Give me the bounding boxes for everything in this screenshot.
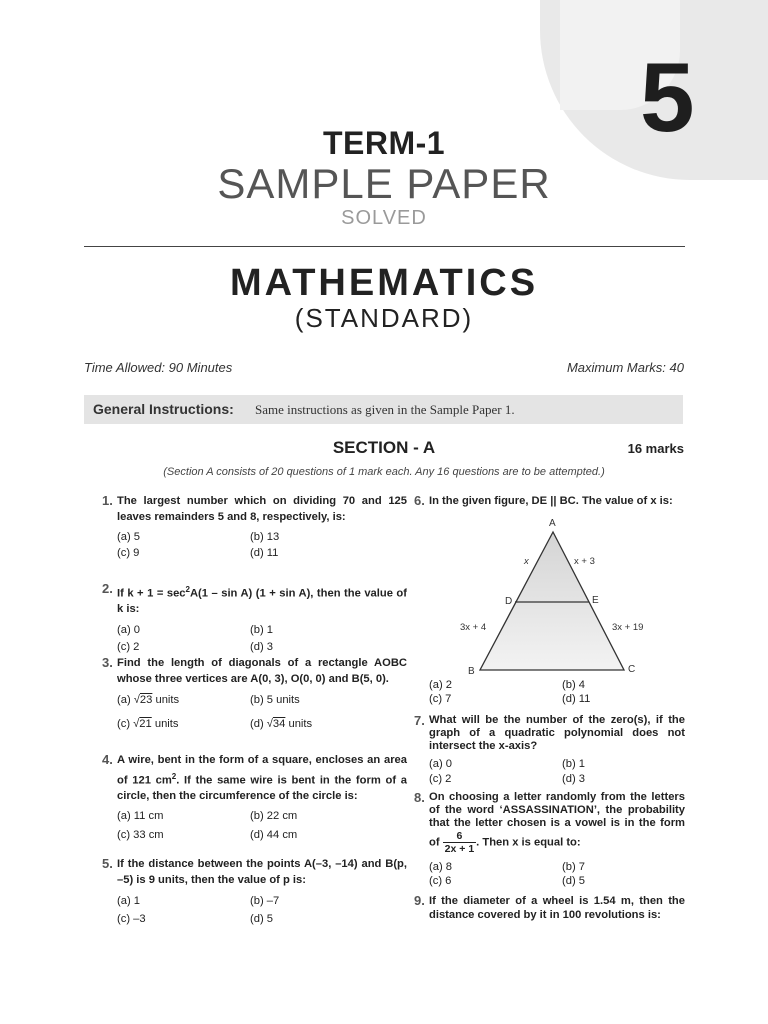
option-a: (a) 0 [429,758,453,770]
option-a: (a) √23 units [117,694,180,706]
paper-number: 5 [640,42,695,152]
question-text: What will be the number of the zero(s), if the graph of a quadratic polynomial does not intersect the x-axis? [429,714,685,752]
label-a: A [549,518,556,529]
option-b: (b) 22 cm [250,810,298,823]
question-9 [414,893,685,922]
label-d: D [505,596,513,607]
probability-fraction: $\frac{6}{2x + 1}$ [444,830,475,855]
maximum-marks: Maximum Marks: 40 [566,360,684,375]
question-text: In the given figure, DE || BC. The value of x is: [429,495,673,507]
option-c: (c) 6 [429,875,452,887]
question-number: 9. [414,893,425,908]
question-text: On choosing a letter randomly from the letters of the word ‘ASSASSINATION’, the probability that the letter chosen is a vowel is in the form of $\frac{6}{2x + 1}$ . Then x is equal to: [429,791,685,855]
label-ad: x [524,556,529,567]
divider [84,246,685,247]
question-1 [102,493,407,564]
section-title: SECTION - A [332,438,436,457]
question-5 [102,856,407,931]
option-b: (b) 5 units [250,694,300,706]
general-instructions-label: General Instructions: [93,401,234,417]
option-d: (d) 11 [562,693,591,705]
option-b: (b) 4 [562,679,586,691]
label-e: E [592,595,599,606]
option-c: (c) 2 [117,640,140,653]
question-6 [414,493,685,510]
question-text: If $k + 1 = \sec^2A(1 - \sin A) (1 + \sin A)$, then the value of k is: [117,585,407,616]
option-b: (b) 1 [250,623,274,636]
paper-subtitle: SOLVED [341,207,427,229]
question-text: Find the length of diagonals of a rectangle AOBC whose three vertices are A(0, 3), O(0, 0) and B(5, 0). [117,657,407,685]
triangle-abc [480,532,624,670]
label-ae: x + 3 [574,556,595,567]
section-marks: 16 marks [627,441,684,456]
general-instructions-text: Same instructions as given in the Sample Paper 1. [255,402,515,417]
question-number: 6. [414,493,425,508]
question-4 [102,752,407,847]
option-d: (d) 3 [250,640,274,653]
option-a: (a) 2 [429,679,453,691]
label-b: B [468,666,475,677]
question-7 [414,713,685,788]
option-a: (a) 11 cm [117,810,164,823]
option-d: (d) 5 [250,913,274,925]
triangle-figure [454,514,674,679]
question-text: If the distance between the points A(–3, –14) and B(p, –5) is 9 units, then the value of p is: [117,858,407,886]
question-2 [102,581,407,657]
question-number: 1. [102,493,113,508]
option-c: (c) 7 [429,693,452,705]
option-d: (d) √34 units [250,718,313,730]
option-a: (a) 8 [429,861,453,873]
question-text: A wire, bent in the form of a square, encloses an area of 121 $cm^2$. If the same wire is bent in the form of a circle, then the circumference of the circle is: [117,754,407,802]
general-instructions-box [84,395,683,424]
option-c: (c) –3 [117,913,146,925]
question-number: 8. [414,790,425,805]
question-text: The largest number which on dividing 70 and 125 leaves remainders 5 and 8, respectively, is: [117,495,407,523]
option-c: (c) 2 [429,773,452,785]
label-c: C [628,664,636,675]
option-b: (b) 1 [562,758,586,770]
term-heading: TERM-1 [322,125,446,161]
question-number: 3. [102,655,113,670]
option-d: (d) 3 [562,773,586,785]
label-db: 3x + 4 [460,622,487,633]
option-c: (c) √21 units [117,718,179,730]
question-number: 4. [102,752,113,767]
question-6-options [429,676,685,708]
question-3 [102,655,407,734]
subject-level: (STANDARD) [294,303,474,333]
time-allowed: Time Allowed: 90 Minutes [84,360,233,375]
option-d: (d) 44 cm [250,829,298,842]
option-b: (b) 7 [562,861,586,873]
question-number: 2. [102,581,113,596]
section-note: (Section A consists of 20 questions of 1 mark each. Any 16 questions are to be attempted.) [163,466,605,478]
option-b: (b) –7 [250,895,280,907]
question-8 [414,790,685,890]
option-d: (d) 11 [250,547,279,559]
option-a: (a) 1 [117,895,141,907]
label-ec: 3x + 19 [612,622,644,633]
question-text: If the diameter of a wheel is 1.54 m, then the distance covered by it in 100 revolutions is: [429,895,685,921]
option-c: (c) 33 cm [117,829,164,842]
subject-title: MATHEMATICS [229,262,539,304]
option-b: (b) 13 [250,531,280,543]
option-d: (d) 5 [562,875,586,887]
option-c: (c) 9 [117,547,140,559]
question-number: 7. [414,713,425,728]
option-a: (a) 5 [117,531,141,543]
question-number: 5. [102,856,113,871]
paper-title: SAMPLE PAPER [217,160,551,207]
option-a: (a) 0 [117,623,141,636]
